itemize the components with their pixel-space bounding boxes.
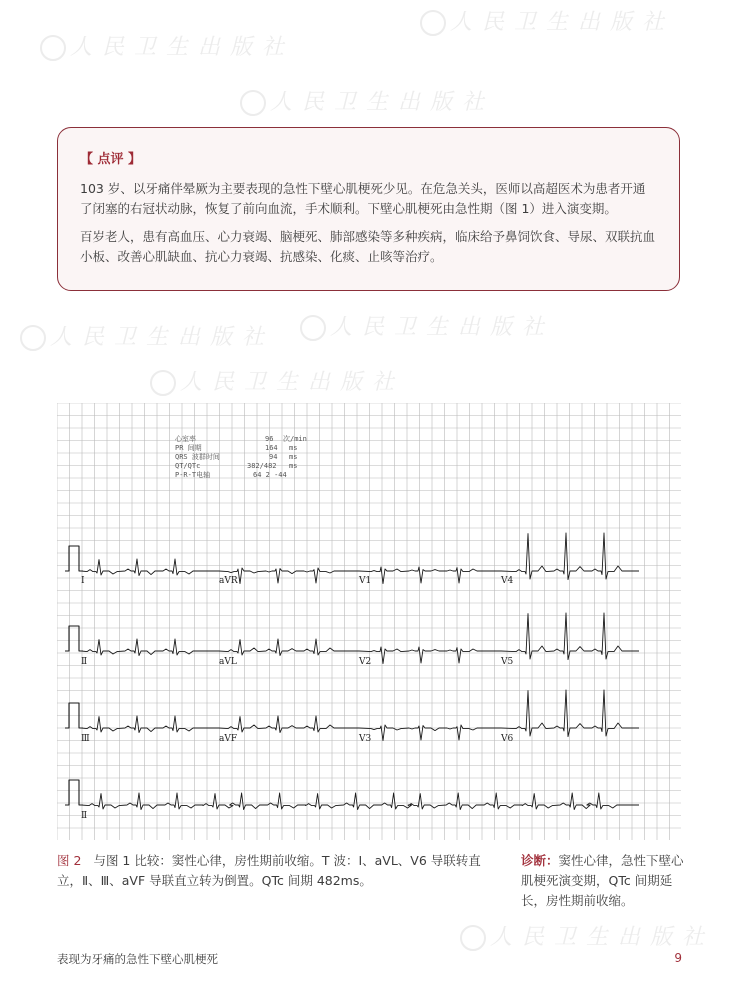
ecg-trace-lead [219, 716, 359, 733]
lead-label-i: Ⅰ [81, 576, 85, 586]
readout-label: P-R-T电轴 [175, 471, 211, 479]
ecg-grid [57, 403, 681, 840]
readout-unit: ms [289, 453, 298, 461]
readout-unit: ms [289, 462, 298, 470]
watermark: 人民卫生出版社 [150, 365, 404, 396]
lead-label-ii-rhythm: Ⅱ [81, 811, 88, 821]
ecg-trace-lead [501, 690, 639, 737]
readout-label: 心室率 [175, 435, 196, 443]
lead-label-iii: Ⅲ [81, 734, 90, 744]
watermark: 人民卫生出版社 [40, 30, 294, 61]
lead-label-avl: aVL [219, 657, 237, 667]
readout-label: QT/QTc [175, 462, 201, 470]
lead-label-ii: Ⅱ [81, 657, 88, 667]
ecg-trace-lead [359, 647, 501, 664]
seal-icon [20, 325, 46, 351]
seal-icon [40, 35, 66, 61]
readout-value: 382/482 [247, 462, 277, 470]
readout-value: 164 [265, 444, 278, 452]
comment-paragraph: 百岁老人，患有高血压、心力衰竭、脑梗死、肺部感染等多种疾病，临床给予鼻饲饮食、导尿、双联抗血小板、改善心肌缺血、抗心力衰竭、抗感染、化痰、止咳等治疗。 [80, 229, 656, 264]
readout-unit: ms [289, 444, 298, 452]
readout-value: 96 [265, 435, 274, 443]
ecg-trace-lead [359, 725, 501, 741]
seal-icon [240, 90, 266, 116]
readout-value: 94 [269, 453, 278, 461]
ecg-figure [57, 403, 681, 840]
lead-label-v1: V1 [359, 576, 372, 586]
running-footer-title: 表现为牙痛的急性下壁心肌梗死 [57, 952, 218, 966]
comment-title: 【 点评 】 [80, 152, 142, 167]
lead-label-v3: V3 [359, 734, 372, 744]
ecg-trace-lead [81, 559, 219, 576]
ecg-svg [57, 403, 681, 840]
seal-icon [300, 315, 326, 341]
figure-caption [57, 851, 497, 891]
watermark: 人民卫生出版社 [300, 310, 554, 341]
ecg-lead-labels [81, 576, 513, 821]
watermark: 人民卫生出版社 [460, 920, 714, 951]
watermark: 人民卫生出版社 [420, 5, 674, 36]
ecg-trace-rhythm-strip [81, 793, 639, 810]
ecg-trace-lead [359, 567, 501, 584]
lead-label-avf: aVF [219, 734, 238, 744]
lead-label-v5: V5 [501, 657, 514, 667]
comment-box [57, 127, 680, 291]
watermark: 人民卫生出版社 [240, 85, 494, 116]
ecg-trace-lead [219, 568, 359, 584]
ecg-trace-lead [81, 716, 219, 733]
lead-label-v6: V6 [501, 734, 514, 744]
diagnosis-label: 诊断： [521, 853, 559, 868]
calibration-pulse [65, 546, 83, 571]
figure-caption-text: 与图 1 比较：窦性心律，房性期前收缩。T 波：Ⅰ、aVL、V6 导联转直立，Ⅱ、Ⅲ、aVF 导联直立转为倒置。QTc 间期 482ms。 [57, 853, 481, 888]
figure-label: 图 2 [57, 853, 82, 868]
readout-label: QRS 波群时间 [175, 453, 220, 461]
comment-paragraph: 103 岁、以牙痛伴晕厥为主要表现的急性下壁心肌梗死少见。在危急关头，医师以高超医术为患者开通了闭塞的右冠状动脉，恢复了前向血流，手术顺利。下壁心肌梗死由急性期（图 1）进入演变期。 [80, 181, 646, 216]
ecg-trace-lead [501, 533, 639, 580]
seal-icon [460, 925, 486, 951]
readout-label: PR 间期 [175, 444, 202, 452]
lead-label-avr: aVR [219, 576, 238, 586]
ecg-trace-lead [501, 613, 639, 660]
calibration-pulse [65, 780, 83, 805]
diagnosis-text: 窦性心律，急性下壁心肌梗死演变期，QTc 间期延长，房性期前收缩。 [521, 853, 684, 908]
readout-value: 64 2 -44 [253, 471, 287, 479]
readout-unit: 次/min [283, 435, 307, 443]
seal-icon [420, 10, 446, 36]
watermark: 人民卫生出版社 [20, 320, 274, 351]
seal-icon [150, 370, 176, 396]
diagnosis [521, 851, 691, 911]
lead-label-v4: V4 [501, 576, 514, 586]
page-number: 9 [674, 951, 682, 965]
ecg-traces [65, 533, 639, 810]
lead-label-v2: V2 [359, 657, 372, 667]
calibration-pulse [65, 626, 83, 651]
